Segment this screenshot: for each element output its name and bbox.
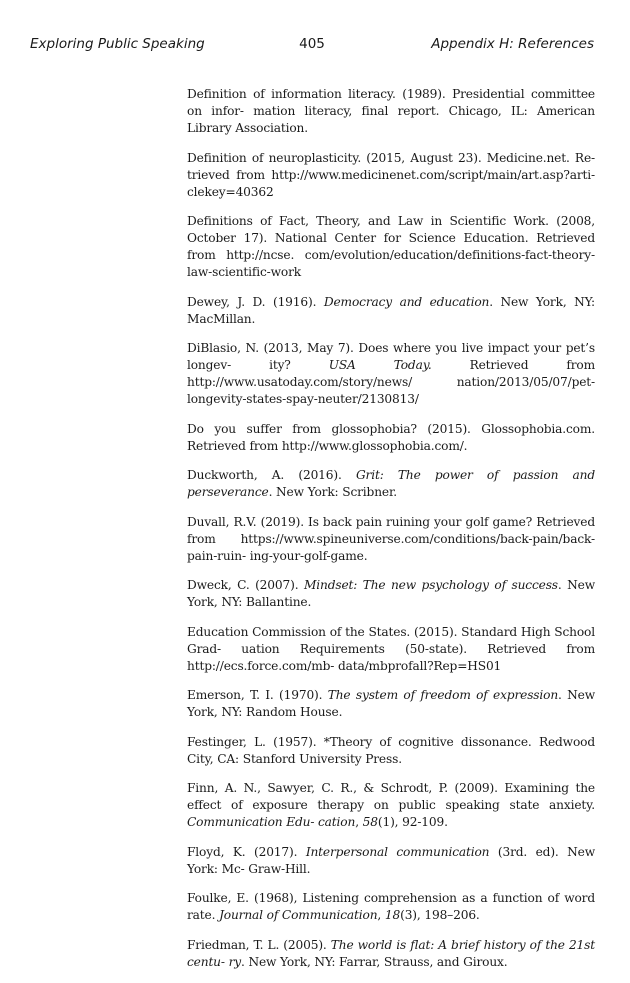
reference-entry <box>187 467 595 501</box>
reference-text: Friedman, T. L. (2005). <box>187 937 331 952</box>
reference-text: DiBlasio, N. (2013, May 7). Does where you live impact your pet’s longev- ity? <box>187 341 595 372</box>
reference-text: Floyd, K. (2017). <box>187 844 306 859</box>
page-header <box>30 36 594 56</box>
reference-text: . New York, NY: MacMillan. <box>187 294 595 326</box>
reference-entry <box>187 514 595 565</box>
reference-text: Do you suffer from glossophobia? (2015). Glossophobia.com. Retrieved from http://www.glossophobia.com/. <box>187 421 595 453</box>
reference-text: (3), 198–206. <box>400 908 480 922</box>
reference-entry <box>187 340 595 408</box>
reference-text: . New York, NY: Farrar, Strauss, and Giroux. <box>241 954 508 969</box>
reference-text: . New York, NY: Ballantine. <box>187 578 595 609</box>
reference-text: Foulke, E. (1968), Listening comprehension as a function of word rate. <box>187 891 595 922</box>
reference-text: Duckworth, A. (2016). <box>187 468 356 482</box>
reference-entry <box>187 890 595 924</box>
reference-entry <box>187 577 595 611</box>
reference-entry <box>187 844 595 878</box>
book-title: Exploring Public Speaking <box>30 36 205 52</box>
reference-italic-text: 18 <box>384 908 401 922</box>
reference-entry <box>187 780 595 831</box>
reference-text: (1), 92-109. <box>377 815 448 829</box>
reference-italic-text: Grit: The power of passion and perseverance <box>187 468 596 499</box>
reference-entry <box>187 294 595 328</box>
reference-italic-text: 58 <box>362 815 378 829</box>
reference-text: Definitions of Fact, Theory, and Law in Scientific Work. (2008, October 17). National Center for Science Education. Retrieved from http://ncse. com/evolution/education/definitions-fact-theory-law-scientific-work <box>187 214 595 279</box>
reference-text: , <box>355 815 363 829</box>
reference-entry <box>187 937 595 971</box>
reference-text: Dweck, C. (2007). <box>187 578 304 592</box>
reference-entry <box>187 86 595 137</box>
reference-italic-text: Communication Edu- cation <box>187 815 356 829</box>
reference-text: Definition of information literacy. (1989). Presidential committee on infor- mation literacy, final report. Chicago, IL: American Library Association. <box>187 87 595 135</box>
reference-text: Duvall, R.V. (2019). Is back pain ruining your golf game? Retrieved from https://www.spineuniverse.com/conditions/back-pain/back-pain-ruin- ing-your-golf-game. <box>187 514 595 563</box>
reference-text: (3rd. ed). New York: Mc- Graw-Hill. <box>187 844 595 876</box>
reference-italic-text: The system of freedom of expression <box>327 688 559 702</box>
reference-entry <box>187 213 595 281</box>
reference-italic-text: Interpersonal communication <box>305 844 490 859</box>
reference-text: . New York, NY: Random House. <box>187 688 596 719</box>
reference-list <box>187 86 595 983</box>
chapter-title: Appendix H: References <box>431 36 594 52</box>
reference-text: Emerson, T. I. (1970). <box>187 688 328 702</box>
reference-italic-text: Journal of Communication <box>219 908 378 922</box>
reference-text: Definition of neuroplasticity. (2015, August 23). Medicine.net. Re- trieved from http://www.medicinenet.com/script/main/art.asp?arti- clekey=40362 <box>187 150 595 199</box>
reference-text: Festinger, L. (1957). *Theory of cognitive dissonance. Redwood City, CA: Stanford University Press. <box>187 734 595 766</box>
reference-text: Dewey, J. D. (1916). <box>187 294 324 309</box>
reference-entry <box>187 734 595 768</box>
reference-italic-text: Democracy and education <box>323 294 490 309</box>
reference-entry <box>187 421 595 455</box>
reference-entry <box>187 687 595 721</box>
page-number: 405 <box>299 36 325 52</box>
reference-text: Retrieved from http://www.usatoday.com/story/news/ nation/2013/05/07/pet-longevity-states-spay-neuter/2130813/ <box>187 358 595 406</box>
reference-text: . New York: Scribner. <box>268 485 398 499</box>
reference-entry <box>187 150 595 201</box>
reference-text: Education Commission of the States. (2015). Standard High School Grad- uation Requirements (50-state). Retrieved from http://ecs.force.com/mb- data/mbprofall?Rep=HS01 <box>187 624 595 673</box>
reference-italic-text: Mindset: The new psychology of success <box>303 578 558 592</box>
reference-italic-text: The world is flat: A brief history of the 21st centu- ry <box>187 937 595 969</box>
reference-text: Finn, A. N., Sawyer, C. R., & Schrodt, P. (2009). Examining the effect of exposure therapy on public speaking state anxiety. <box>187 781 595 812</box>
reference-italic-text: USA Today. <box>328 358 432 372</box>
reference-text: , <box>377 908 385 922</box>
reference-entry <box>187 624 595 675</box>
